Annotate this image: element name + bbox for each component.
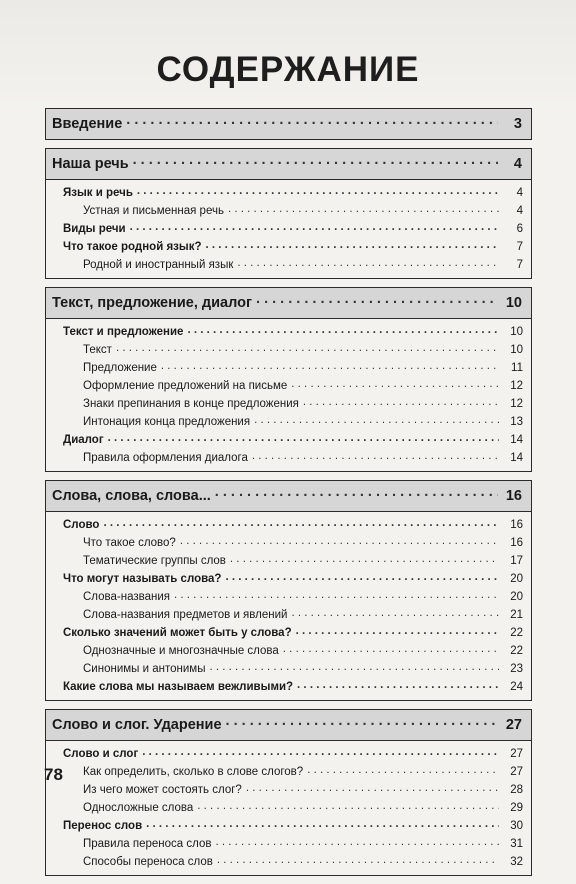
entry-page: 27 [510, 748, 523, 760]
toc-section [45, 148, 532, 279]
dot-leader [291, 375, 499, 393]
section-title: Текст, предложение, диалог [52, 295, 253, 311]
section-heading[interactable] [46, 710, 531, 741]
entry-title: Слово и слог [63, 748, 139, 760]
entry-title: Знаки препинания в конце предложения [83, 398, 299, 410]
entry-page: 7 [516, 241, 523, 253]
dot-leader [215, 477, 498, 507]
dot-leader [146, 815, 499, 833]
entry-title: Сколько значений может быть у слова? [63, 627, 292, 639]
entry-page: 29 [510, 802, 523, 814]
toc-subentry[interactable] [63, 853, 523, 871]
dot-leader [226, 706, 498, 736]
entry-title: Что могут называть слова? [63, 573, 222, 585]
entry-page: 14 [510, 434, 523, 446]
dot-leader [174, 586, 499, 604]
entry-page: 12 [510, 380, 523, 392]
entry-page: 10 [510, 326, 523, 338]
dot-leader [216, 833, 500, 851]
entry-page: 20 [510, 591, 523, 603]
section-heading[interactable] [46, 481, 531, 512]
entry-title: Текст и предложение [63, 326, 184, 338]
dot-leader [283, 640, 499, 658]
entry-title: Перенос слов [63, 820, 143, 832]
entry-title: Предложение [83, 362, 157, 374]
entry-page: 21 [510, 609, 523, 621]
entry-title: Правила переноса слов [83, 838, 212, 850]
dot-leader [296, 622, 499, 640]
entry-page: 20 [510, 573, 523, 585]
entry-title: Интонация конца предложения [83, 416, 251, 428]
entry-title: Текст [83, 344, 112, 356]
section-heading[interactable] [46, 288, 531, 319]
dot-leader [228, 200, 499, 218]
section-page: 16 [505, 488, 522, 504]
dot-leader [187, 321, 499, 339]
section-title: Слова, слова, слова... [52, 488, 211, 504]
entry-title: Что такое слово? [83, 537, 176, 549]
toc-section [45, 480, 532, 701]
entry-page: 7 [516, 259, 523, 271]
entry-title: Слова-названия [83, 591, 171, 603]
entry-page: 4 [516, 187, 523, 199]
entry-title: Устная и письменная речь [83, 205, 224, 217]
dot-leader [133, 145, 498, 175]
entry-title: Слова-названия предметов и явлений [83, 609, 288, 621]
entry-page: 16 [510, 537, 523, 549]
entry-page: 17 [510, 555, 523, 567]
entry-page: 27 [510, 766, 523, 778]
section-heading[interactable] [46, 109, 531, 139]
entry-title: Диалог [63, 434, 104, 446]
toc-subentry[interactable] [63, 449, 523, 467]
entry-page: 13 [510, 416, 523, 428]
dot-leader [230, 550, 499, 568]
dot-leader [161, 357, 499, 375]
entry-page: 23 [510, 663, 523, 675]
section-heading[interactable] [46, 149, 531, 180]
entry-page: 28 [510, 784, 523, 796]
dot-leader [108, 429, 499, 447]
dot-leader [116, 339, 499, 357]
dot-leader [142, 743, 499, 761]
section-title: Слово и слог. Ударение [52, 717, 222, 733]
section-page: 10 [505, 295, 522, 311]
entry-title: Из чего может состоять слог? [83, 784, 242, 796]
entry-title: Слово [63, 519, 100, 531]
entry-title: Что такое родной язык? [63, 241, 202, 253]
entry-page: 31 [510, 838, 523, 850]
entry-page: 11 [511, 362, 523, 374]
dot-leader [206, 236, 500, 254]
section-entries [46, 512, 531, 700]
entry-page: 16 [510, 519, 523, 531]
dot-leader [307, 761, 499, 779]
entry-title: Способы переноса слов [83, 856, 213, 868]
section-entries [46, 180, 531, 278]
entry-page: 14 [510, 452, 523, 464]
toc-section [45, 108, 532, 140]
entry-page: 22 [510, 627, 523, 639]
toc-subentry[interactable] [63, 256, 523, 274]
dot-leader [291, 604, 499, 622]
toc-section [45, 709, 532, 876]
entry-title: Как определить, сколько в слове слогов? [83, 766, 304, 778]
section-page: 3 [513, 116, 522, 132]
entry-title: Правила оформления диалога [83, 452, 248, 464]
section-title: Наша речь [52, 156, 129, 172]
page-number: 78 [44, 765, 63, 784]
entry-title: Тематические группы слов [83, 555, 226, 567]
dot-leader [217, 851, 499, 869]
toc-section [45, 287, 532, 472]
entry-page: 10 [510, 344, 523, 356]
dot-leader [130, 218, 499, 236]
table-of-contents [45, 108, 532, 884]
dot-leader [126, 105, 498, 135]
entry-title: Синонимы и антонимы [83, 663, 206, 675]
entry-page: 12 [510, 398, 523, 410]
dot-leader [103, 514, 499, 532]
dot-leader [303, 393, 499, 411]
section-page: 4 [513, 156, 522, 172]
toc-entry[interactable] [63, 678, 523, 696]
dot-leader [237, 254, 499, 272]
entry-title: Виды речи [63, 223, 126, 235]
dot-leader [225, 568, 499, 586]
dot-leader [254, 411, 499, 429]
dot-leader [246, 779, 499, 797]
dot-leader [180, 532, 499, 550]
entry-page: 24 [510, 681, 523, 693]
entry-title: Какие слова мы называем вежливыми? [63, 681, 294, 693]
entry-page: 6 [516, 223, 523, 235]
dot-leader [252, 447, 499, 465]
entry-title: Родной и иностранный язык [83, 259, 234, 271]
section-page: 27 [505, 717, 522, 733]
entry-title: Оформление предложений на письме [83, 380, 288, 392]
entry-title: Однозначные и многозначные слова [83, 645, 279, 657]
dot-leader [137, 182, 499, 200]
entry-page: 4 [516, 205, 523, 217]
section-entries [46, 741, 531, 875]
entry-title: Язык и речь [63, 187, 133, 199]
dot-leader [297, 676, 499, 694]
entry-title: Односложные слова [83, 802, 194, 814]
section-entries [46, 319, 531, 471]
dot-leader [209, 658, 499, 676]
entry-page: 32 [510, 856, 523, 868]
page-title: СОДЕРЖАНИЕ [156, 50, 420, 89]
dot-leader [256, 284, 498, 314]
entry-page: 30 [510, 820, 523, 832]
entry-page: 22 [510, 645, 523, 657]
section-title: Введение [52, 116, 123, 132]
